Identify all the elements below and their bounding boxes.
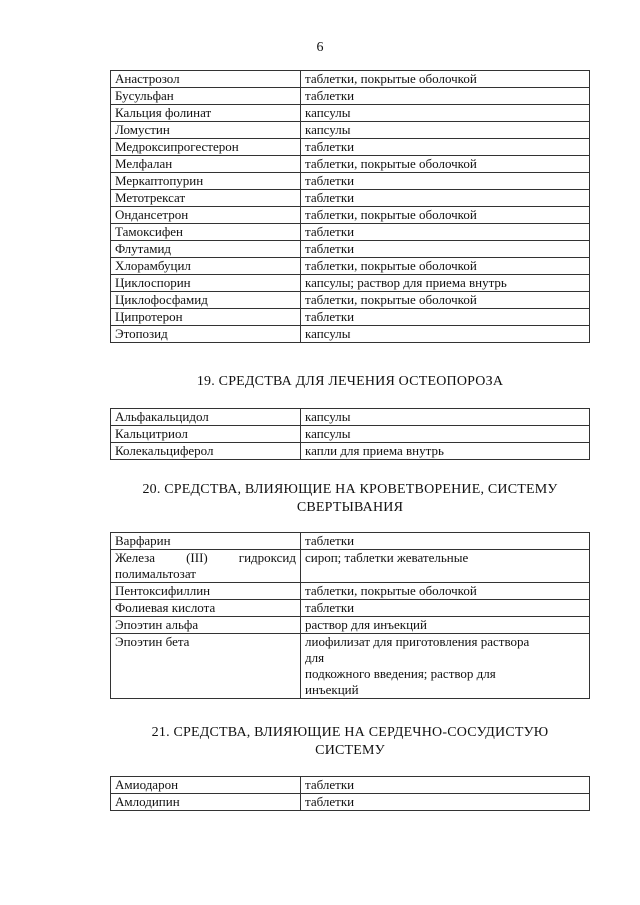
drug-name-cell: Метотрексат <box>111 190 301 207</box>
page-number: 6 <box>316 40 324 55</box>
table-row <box>111 173 590 190</box>
drug-table-cardiovascular <box>110 776 590 811</box>
table-row <box>111 326 590 343</box>
drug-table-osteoporosis <box>110 408 590 460</box>
drug-form-cell: капсулы <box>301 105 590 122</box>
drug-form-cell: таблетки <box>301 190 590 207</box>
table-row <box>111 122 590 139</box>
drug-table-hematopoiesis <box>110 532 590 699</box>
drug-table-body <box>111 71 590 343</box>
drug-name-cell: Пентоксифиллин <box>111 583 301 600</box>
drug-name-cell: Амлодипин <box>111 794 301 811</box>
table-row <box>111 139 590 156</box>
table-row <box>111 275 590 292</box>
table-row <box>111 426 590 443</box>
table-row <box>111 777 590 794</box>
drug-table-body <box>111 409 590 460</box>
drug-form-line: подкожного введения; раствор для <box>305 666 496 681</box>
section-title-line: СИСТЕМУ <box>315 743 385 758</box>
drug-form-cell: капсулы <box>301 326 590 343</box>
drug-form-cell <box>301 634 590 699</box>
drug-table-body <box>111 777 590 811</box>
table-row <box>111 224 590 241</box>
drug-form-cell: капсулы <box>301 426 590 443</box>
drug-name-cell: Амиодарон <box>111 777 301 794</box>
drug-name-cell: Этопозид <box>111 326 301 343</box>
drug-form-line: лиофилизат для приготовления раствора <box>305 634 530 649</box>
drug-form-cell: таблетки <box>301 88 590 105</box>
drug-form-cell: таблетки <box>301 309 590 326</box>
section-title-20 <box>100 481 600 517</box>
section-title-line: СВЕРТЫВАНИЯ <box>296 500 404 515</box>
drug-name-line: полимальтозат <box>115 566 196 581</box>
drug-form-cell: таблетки <box>301 139 590 156</box>
drug-table-oncology <box>110 70 590 343</box>
drug-form-cell: таблетки <box>301 777 590 794</box>
drug-form-cell: капли для приема внутрь <box>301 443 590 460</box>
drug-name-cell: Циклофосфамид <box>111 292 301 309</box>
drug-name-cell: Кальцитриол <box>111 426 301 443</box>
drug-name-cell: Эпоэтин альфа <box>111 617 301 634</box>
table-row <box>111 88 590 105</box>
table-row <box>111 207 590 224</box>
drug-name-cell: Меркаптопурин <box>111 173 301 190</box>
drug-form-cell: таблетки <box>301 173 590 190</box>
drug-form-cell: капсулы <box>301 409 590 426</box>
table-row <box>111 241 590 258</box>
table-row <box>111 292 590 309</box>
drug-name-cell: Эпоэтин бета <box>111 634 301 699</box>
section-title-line: 20. СРЕДСТВА, ВЛИЯЮЩИЕ НА КРОВЕТВОРЕНИЕ, СИСТЕМУ <box>142 482 558 497</box>
drug-name-cell: Ломустин <box>111 122 301 139</box>
section-title-text: 19. СРЕДСТВА ДЛЯ ЛЕЧЕНИЯ ОСТЕОПОРОЗА <box>196 374 504 389</box>
table-row <box>111 156 590 173</box>
table-row <box>111 443 590 460</box>
drug-name-cell: Флутамид <box>111 241 301 258</box>
drug-name-cell: Мелфалан <box>111 156 301 173</box>
drug-name-cell: Варфарин <box>111 533 301 550</box>
table-row <box>111 533 590 550</box>
section-title-19 <box>100 373 600 391</box>
drug-form-cell: капсулы <box>301 122 590 139</box>
table-row <box>111 71 590 88</box>
table-row <box>111 190 590 207</box>
drug-name-cell: Медроксипрогестерон <box>111 139 301 156</box>
section-title-21 <box>100 724 600 760</box>
drug-form-line: инъекций <box>305 682 359 697</box>
table-row <box>111 634 590 699</box>
drug-name-cell: Фолиевая кислота <box>111 600 301 617</box>
drug-name-cell: Колекальциферол <box>111 443 301 460</box>
drug-form-cell: сироп; таблетки жевательные <box>301 550 590 583</box>
drug-form-cell: таблетки <box>301 224 590 241</box>
drug-form-cell: таблетки, покрытые оболочкой <box>301 583 590 600</box>
table-row <box>111 105 590 122</box>
drug-form-cell: таблетки <box>301 600 590 617</box>
table-row <box>111 258 590 275</box>
drug-form-cell: раствор для инъекций <box>301 617 590 634</box>
drug-form-cell: таблетки, покрытые оболочкой <box>301 71 590 88</box>
table-row <box>111 550 590 583</box>
drug-name-cell: Кальция фолинат <box>111 105 301 122</box>
table-row <box>111 309 590 326</box>
drug-name-cell: Хлорамбуцил <box>111 258 301 275</box>
drug-name-cell: Ципротерон <box>111 309 301 326</box>
table-row <box>111 600 590 617</box>
drug-name-cell: Бусульфан <box>111 88 301 105</box>
drug-name-cell: Тамоксифен <box>111 224 301 241</box>
drug-form-cell: таблетки <box>301 533 590 550</box>
drug-name-cell: Альфакальцидол <box>111 409 301 426</box>
drug-form-cell: таблетки <box>301 241 590 258</box>
drug-name-cell: Циклоспорин <box>111 275 301 292</box>
table-row <box>111 583 590 600</box>
section-title-line: 21. СРЕДСТВА, ВЛИЯЮЩИЕ НА СЕРДЕЧНО-СОСУДИСТУЮ <box>151 725 549 740</box>
drug-form-cell: таблетки, покрытые оболочкой <box>301 156 590 173</box>
table-row <box>111 794 590 811</box>
drug-name-cell: Ондансетрон <box>111 207 301 224</box>
drug-form-cell: таблетки <box>301 794 590 811</box>
drug-form-line: для <box>305 650 325 665</box>
drug-table-body <box>111 533 590 699</box>
drug-form-cell: таблетки, покрытые оболочкой <box>301 258 590 275</box>
drug-form-cell: капсулы; раствор для приема внутрь <box>301 275 590 292</box>
drug-name-cell <box>111 550 301 583</box>
drug-name-cell: Анастрозол <box>111 71 301 88</box>
table-row <box>111 617 590 634</box>
drug-name-line: Железа (III) гидроксид <box>115 550 296 565</box>
drug-form-cell: таблетки, покрытые оболочкой <box>301 292 590 309</box>
table-row <box>111 409 590 426</box>
drug-form-cell: таблетки, покрытые оболочкой <box>301 207 590 224</box>
